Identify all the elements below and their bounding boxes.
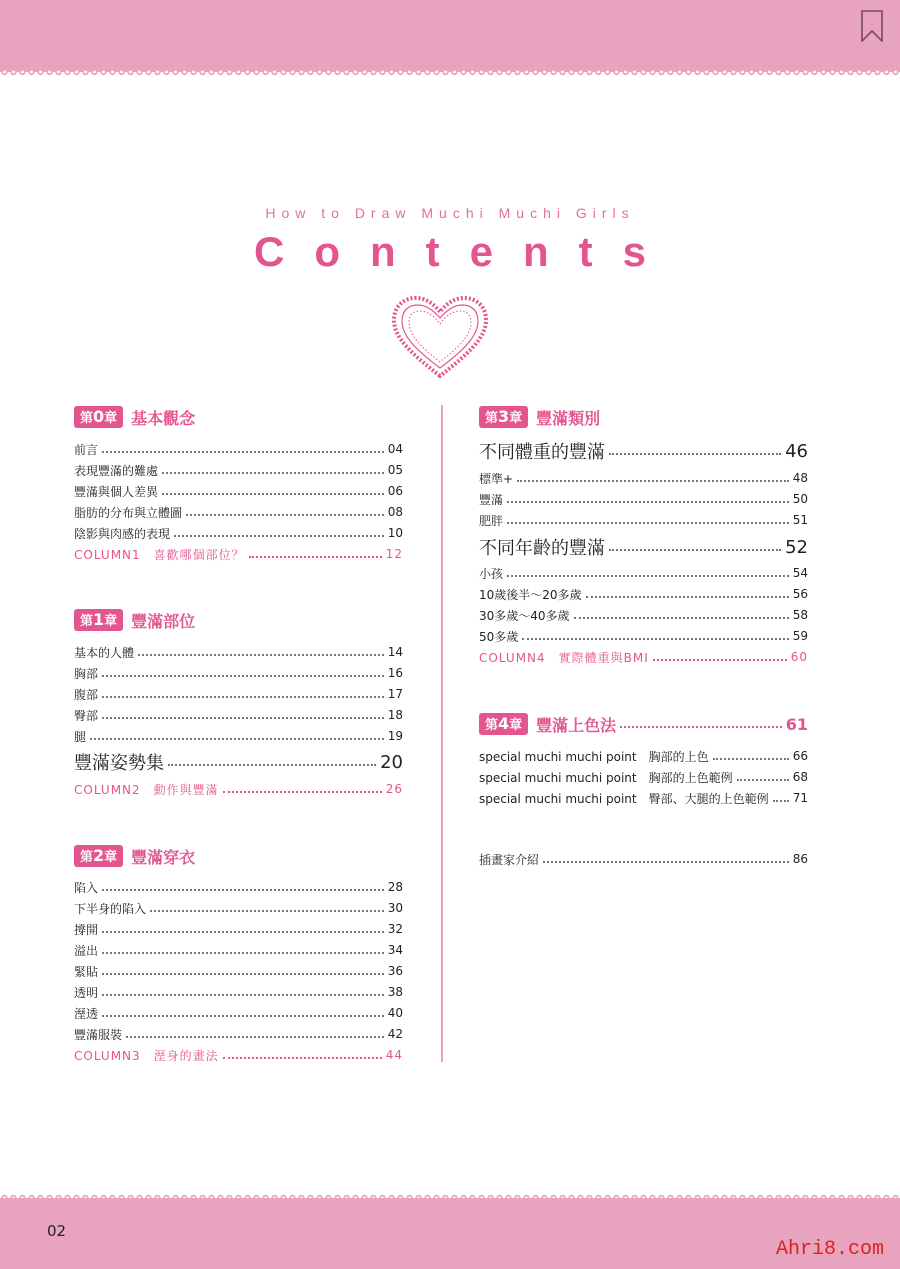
- chapter-title: 豐滿類別: [536, 408, 601, 428]
- toc-entry[interactable]: 肥胖 51: [479, 513, 808, 528]
- toc-entry[interactable]: special muchi muchi point 臀部、大腿的上色範例 71: [479, 791, 808, 806]
- toc-column-entry[interactable]: COLUMN4 實際體重與BMI 60: [479, 650, 808, 665]
- chapter-2-heading[interactable]: [74, 845, 195, 867]
- toc-entry[interactable]: 脂肪的分布與立體圖 08: [74, 505, 403, 520]
- toc-column-entry[interactable]: COLUMN3 溼身的畫法 44: [74, 1048, 403, 1063]
- chapter-badge: 第4章: [479, 713, 528, 735]
- toc-entry-illustrators[interactable]: 插畫家介紹 86: [479, 852, 808, 867]
- toc-entry[interactable]: 撐開 32: [74, 922, 403, 937]
- toc-entry[interactable]: 豐滿服裝 42: [74, 1027, 403, 1042]
- toc-entry[interactable]: 豐滿 50: [479, 492, 808, 507]
- subtitle: How to Draw Muchi Muchi Girls: [265, 205, 635, 221]
- toc-entry[interactable]: special muchi muchi point 胸部的上色 66: [479, 749, 808, 764]
- toc-entry[interactable]: 小孩 54: [479, 566, 808, 581]
- chapter-title: 豐滿上色法: [536, 715, 617, 735]
- toc-entry[interactable]: 溢出 34: [74, 943, 403, 958]
- chapter-0-heading[interactable]: [74, 406, 195, 428]
- toc-major-entry[interactable]: 不同體重的豐滿 46: [479, 440, 808, 463]
- toc-entry[interactable]: 腿 19: [74, 729, 403, 744]
- toc-column-entry[interactable]: COLUMN1 喜歡哪個部位？ 12: [74, 547, 403, 562]
- toc-entry[interactable]: 前言 04: [74, 442, 403, 457]
- toc-major-entry[interactable]: 豐滿姿勢集 20: [74, 751, 403, 774]
- chapter-badge: 第1章: [74, 609, 123, 631]
- top-banner: [0, 0, 900, 72]
- chapter-3-heading[interactable]: [479, 406, 600, 428]
- toc-entry[interactable]: 緊貼 36: [74, 964, 403, 979]
- chapter-1-heading[interactable]: [74, 609, 195, 631]
- toc-entry[interactable]: 溼透 40: [74, 1006, 403, 1021]
- toc-entry[interactable]: 陰影與肉感的表現 10: [74, 526, 403, 541]
- toc-entry[interactable]: 腹部 17: [74, 687, 403, 702]
- toc-entry[interactable]: 下半身的陷入 30: [74, 901, 403, 916]
- chapter-page: 61: [785, 714, 808, 734]
- toc-entry[interactable]: 10歲後半～20多歲 56: [479, 587, 808, 602]
- bottom-banner: [0, 1198, 900, 1269]
- page-title: Contents: [254, 228, 676, 275]
- toc-major-entry[interactable]: 不同年齡的豐滿 52: [479, 536, 808, 559]
- column-divider: [441, 405, 443, 1062]
- toc-entry[interactable]: 透明 38: [74, 985, 403, 1000]
- bookmark-icon[interactable]: [860, 10, 884, 42]
- toc-entry[interactable]: 基本的人體 14: [74, 645, 403, 660]
- toc-entry[interactable]: 臀部 18: [74, 708, 403, 723]
- chapter-4-heading[interactable]: [479, 713, 808, 735]
- heart-ornament-icon: [392, 296, 488, 380]
- toc-entry[interactable]: 陷入 28: [74, 880, 403, 895]
- toc-entry[interactable]: 標準+ 48: [479, 471, 808, 486]
- scallop-border-top: [0, 70, 900, 78]
- toc-entry[interactable]: 表現豐滿的難處 05: [74, 463, 403, 478]
- watermark: Ahri8.com: [776, 1238, 885, 1261]
- chapter-badge: 第0章: [74, 406, 123, 428]
- page-number: 02: [47, 1222, 67, 1240]
- chapter-badge: 第3章: [479, 406, 528, 428]
- toc-entry[interactable]: 50多歲 59: [479, 629, 808, 644]
- chapter-title: 豐滿穿衣: [131, 847, 196, 867]
- chapter-title: 基本觀念: [131, 408, 196, 428]
- toc-column-entry[interactable]: COLUMN2 動作與豐滿 26: [74, 782, 403, 797]
- chapter-badge: 第2章: [74, 845, 123, 867]
- toc-entry[interactable]: 豐滿與個人差異 06: [74, 484, 403, 499]
- toc-entry[interactable]: 30多歲～40多歲 58: [479, 608, 808, 623]
- chapter-title: 豐滿部位: [131, 611, 196, 631]
- toc-entry[interactable]: 胸部 16: [74, 666, 403, 681]
- toc-entry[interactable]: special muchi muchi point 胸部的上色範例 68: [479, 770, 808, 785]
